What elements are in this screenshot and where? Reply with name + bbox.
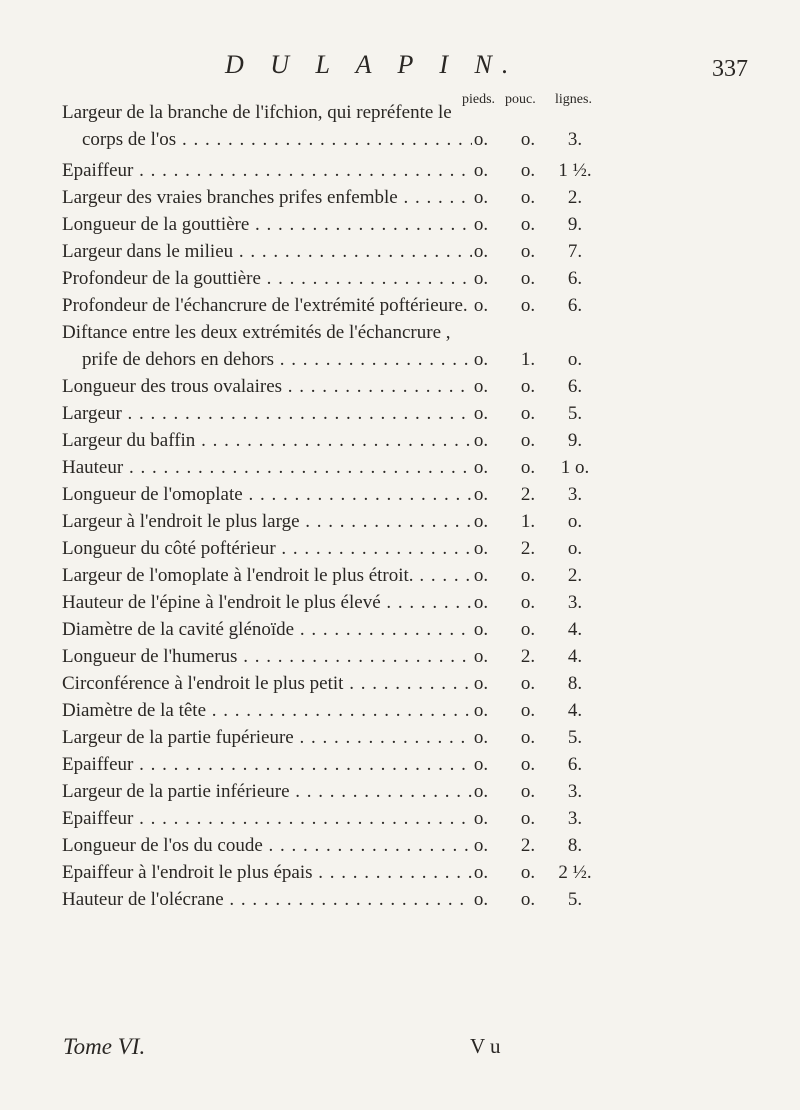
page-number: 337	[712, 56, 748, 82]
value-pouces: o.	[520, 889, 536, 910]
table-row	[0, 318, 800, 372]
table-row	[0, 210, 800, 237]
value-pouces: o.	[520, 376, 536, 397]
value-pouces: o.	[520, 403, 536, 424]
value-lignes: 4.	[567, 646, 583, 667]
table-row	[0, 642, 800, 669]
value-pieds: o.	[473, 160, 489, 181]
value-pouces: o.	[520, 129, 536, 150]
table-row	[0, 102, 800, 156]
value-lignes: 6.	[567, 376, 583, 397]
volume-label: Tome VI.	[63, 1034, 146, 1059]
row-label: Largeur de l'omoplate à l'endroit le plus étroit. . . .	[62, 565, 472, 587]
table-row	[0, 615, 800, 642]
row-label: Hauteur de l'épine à l'endroit le plus élevé . . .	[62, 592, 472, 614]
table-row	[0, 291, 800, 318]
table-row	[0, 426, 800, 453]
value-pieds: o.	[473, 673, 489, 694]
value-lignes: o.	[567, 349, 583, 370]
value-pieds: o.	[473, 129, 489, 150]
value-lignes: 3.	[567, 808, 583, 829]
running-title: D U L A P I N.	[225, 50, 519, 79]
row-label: Longueur de la gouttière . . .	[62, 214, 472, 236]
value-pieds: o.	[473, 187, 489, 208]
value-lignes: 5.	[567, 727, 583, 748]
value-lignes: 6.	[567, 754, 583, 775]
value-pieds: o.	[473, 511, 489, 532]
value-lignes: o.	[567, 538, 583, 559]
value-pieds: o.	[473, 295, 489, 316]
measurement-table	[0, 102, 800, 912]
row-label: Longueur de l'omoplate . . .	[62, 484, 472, 506]
value-pieds: o.	[473, 592, 489, 613]
row-label: Diamètre de la cavité glénoïde . . .	[62, 619, 472, 641]
value-pouces: o.	[520, 457, 536, 478]
value-pieds: o.	[473, 538, 489, 559]
row-label-line-1: Diftance entre les deux extrémités de l'échancrure ,	[62, 322, 451, 343]
value-pieds: o.	[473, 403, 489, 424]
value-pieds: o.	[473, 862, 489, 883]
value-pieds: o.	[473, 835, 489, 856]
value-pieds: o.	[473, 700, 489, 721]
table-row	[0, 372, 800, 399]
signature-mark: V u	[470, 1034, 501, 1058]
value-lignes: 3.	[567, 129, 583, 150]
table-row	[0, 858, 800, 885]
value-pouces: o.	[520, 781, 536, 802]
value-pouces: 1.	[520, 349, 536, 370]
value-lignes: o.	[567, 511, 583, 532]
value-pieds: o.	[473, 376, 489, 397]
value-pouces: 2.	[520, 484, 536, 505]
value-pouces: o.	[520, 241, 536, 262]
value-pieds: o.	[473, 754, 489, 775]
value-pouces: 2.	[520, 835, 536, 856]
row-label: Epaiffeur . . .	[62, 808, 472, 830]
value-pieds: o.	[473, 781, 489, 802]
row-label: Hauteur de l'olécrane . . .	[62, 889, 472, 911]
value-lignes: 6.	[567, 295, 583, 316]
table-row	[0, 480, 800, 507]
row-label: Largeur des vraies branches prifes enfemble . . .	[62, 187, 472, 209]
value-lignes: 1 o.	[560, 457, 590, 478]
value-lignes: 4.	[567, 700, 583, 721]
value-pouces: o.	[520, 862, 536, 883]
row-label-line-1: Largeur de la branche de l'ifchion, qui repréfente le	[62, 102, 452, 123]
value-lignes: 3.	[567, 781, 583, 802]
value-lignes: 8.	[567, 673, 583, 694]
value-pouces: 2.	[520, 646, 536, 667]
value-lignes: 8.	[567, 835, 583, 856]
value-pieds: o.	[473, 619, 489, 640]
value-pouces: o.	[520, 592, 536, 613]
value-lignes: 4.	[567, 619, 583, 640]
value-lignes: 2.	[567, 187, 583, 208]
value-lignes: 7.	[567, 241, 583, 262]
row-label: Epaiffeur à l'endroit le plus épais . . .	[62, 862, 472, 884]
row-label: Longueur de l'os du coude . . .	[62, 835, 472, 857]
value-pieds: o.	[473, 484, 489, 505]
value-lignes: 9.	[567, 214, 583, 235]
table-row	[0, 561, 800, 588]
value-lignes: 2.	[567, 565, 583, 586]
value-lignes: 5.	[567, 403, 583, 424]
value-pieds: o.	[473, 349, 489, 370]
value-lignes: 5.	[567, 889, 583, 910]
row-label: corps de l'os . . .	[82, 129, 472, 151]
row-label: Longueur de l'humerus . . .	[62, 646, 472, 668]
value-pouces: o.	[520, 808, 536, 829]
row-label: Profondeur de l'échancrure de l'extrémité poftérieure.	[62, 295, 468, 316]
value-pieds: o.	[473, 430, 489, 451]
column-header-pouces: pouc.	[505, 92, 536, 107]
table-row	[0, 777, 800, 804]
table-row	[0, 723, 800, 750]
row-label: prife de dehors en dehors . . .	[82, 349, 472, 371]
value-pouces: o.	[520, 673, 536, 694]
value-pouces: 1.	[520, 511, 536, 532]
value-lignes: 3.	[567, 592, 583, 613]
column-header-pieds: pieds.	[462, 92, 496, 107]
row-label: Largeur du baffin . . .	[62, 430, 472, 452]
value-pouces: o.	[520, 565, 536, 586]
row-label: Largeur à l'endroit le plus large . . .	[62, 511, 472, 533]
row-label: Diamètre de la tête . . .	[62, 700, 472, 722]
table-row	[0, 750, 800, 777]
table-row	[0, 507, 800, 534]
value-pieds: o.	[473, 457, 489, 478]
table-row	[0, 885, 800, 912]
value-pieds: o.	[473, 727, 489, 748]
row-label: Circonférence à l'endroit le plus petit . . .	[62, 673, 472, 695]
value-pieds: o.	[473, 889, 489, 910]
table-row	[0, 804, 800, 831]
row-label: Longueur du côté poftérieur . . .	[62, 538, 472, 560]
value-pieds: o.	[473, 646, 489, 667]
value-lignes: 6.	[567, 268, 583, 289]
value-pieds: o.	[473, 241, 489, 262]
value-pouces: 2.	[520, 538, 536, 559]
column-header-lignes: lignes.	[555, 92, 592, 107]
table-row	[0, 669, 800, 696]
table-row	[0, 534, 800, 561]
table-row	[0, 588, 800, 615]
value-pouces: o.	[520, 187, 536, 208]
value-pouces: o.	[520, 160, 536, 181]
table-row	[0, 183, 800, 210]
table-row	[0, 696, 800, 723]
row-label: Largeur dans le milieu . . .	[62, 241, 472, 263]
value-pouces: o.	[520, 295, 536, 316]
value-pieds: o.	[473, 268, 489, 289]
value-lignes: 2 ½.	[558, 862, 592, 883]
value-pouces: o.	[520, 727, 536, 748]
row-label: Hauteur . . .	[62, 457, 472, 479]
value-lignes: 9.	[567, 430, 583, 451]
value-lignes: 3.	[567, 484, 583, 505]
table-row	[0, 156, 800, 183]
value-pouces: o.	[520, 268, 536, 289]
row-label: Epaiffeur . . .	[62, 160, 472, 182]
value-pouces: o.	[520, 619, 536, 640]
value-pouces: o.	[520, 430, 536, 451]
row-label: Profondeur de la gouttière . . .	[62, 268, 472, 290]
row-label: Epaiffeur . . .	[62, 754, 472, 776]
row-label: Largeur . . .	[62, 403, 472, 425]
value-pouces: o.	[520, 754, 536, 775]
value-pieds: o.	[473, 808, 489, 829]
table-row	[0, 399, 800, 426]
table-row	[0, 453, 800, 480]
value-pieds: o.	[473, 214, 489, 235]
value-lignes: 1 ½.	[558, 160, 592, 181]
table-row	[0, 264, 800, 291]
page-footer	[0, 1034, 800, 1064]
table-row	[0, 237, 800, 264]
value-pouces: o.	[520, 700, 536, 721]
row-label: Largeur de la partie fupérieure . . .	[62, 727, 472, 749]
value-pieds: o.	[473, 565, 489, 586]
table-row	[0, 831, 800, 858]
running-head	[0, 50, 800, 90]
row-label: Longueur des trous ovalaires . . .	[62, 376, 472, 398]
row-label: Largeur de la partie inférieure . . .	[62, 781, 472, 803]
value-pouces: o.	[520, 214, 536, 235]
